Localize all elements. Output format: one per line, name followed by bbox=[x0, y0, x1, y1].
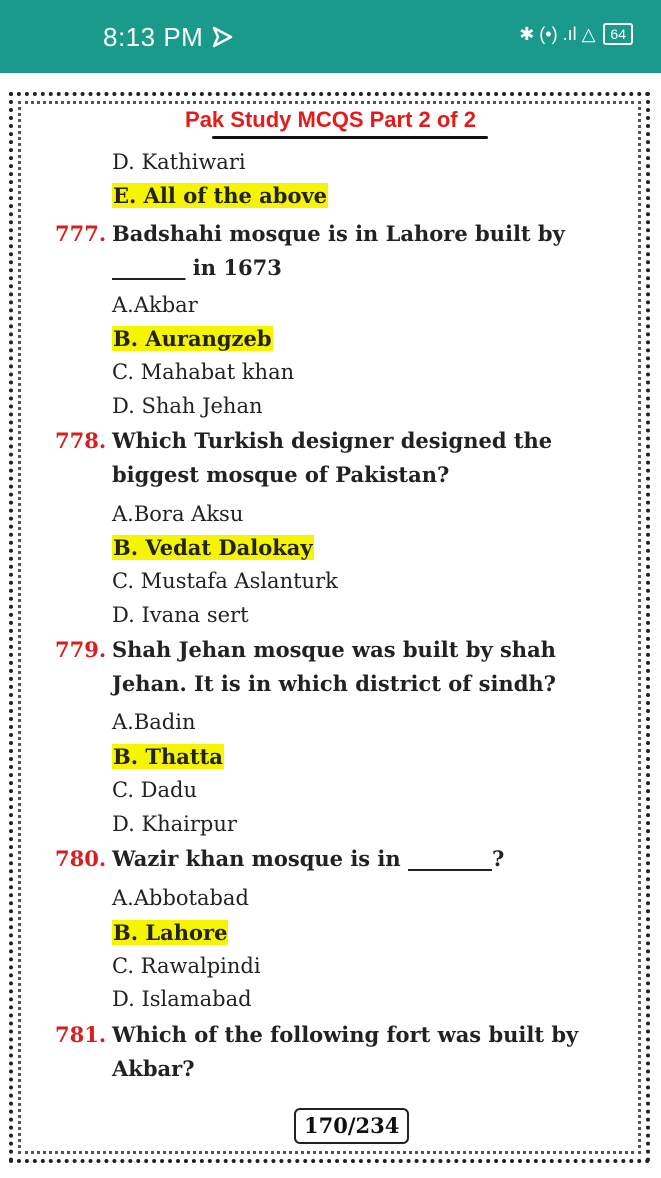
question-text: Badshahi mosque is in Lahore built by _______ in 1673 bbox=[112, 221, 565, 280]
option: D. Shah Jehan bbox=[112, 394, 263, 418]
option: A.Akbar bbox=[112, 293, 198, 317]
question-778 bbox=[55, 424, 630, 487]
question-779 bbox=[55, 633, 630, 696]
battery-icon: 64 bbox=[603, 23, 633, 45]
question-781 bbox=[55, 1018, 630, 1081]
question-text: Wazir khan mosque is in ________? bbox=[112, 846, 505, 871]
option: C. Dadu bbox=[112, 778, 197, 802]
answer-option: B. Lahore bbox=[113, 920, 228, 945]
page-number-indicator: 170/234 bbox=[294, 1108, 409, 1144]
answer-option: B. Vedat Dalokay bbox=[113, 535, 313, 560]
question-number: 780. bbox=[55, 846, 107, 871]
title-underline bbox=[212, 136, 488, 139]
option: A.Abbotabad bbox=[112, 886, 249, 910]
question-text: Which of the following fort was built by Akbar? bbox=[112, 1022, 579, 1081]
question-780 bbox=[55, 842, 630, 876]
option: D. Kathiwari bbox=[112, 150, 246, 174]
document-title: Pak Study MCQS Part 2 of 2 bbox=[185, 107, 476, 132]
system-status-icons: ✱ (•) .ıl △ bbox=[519, 23, 596, 44]
question-text: Shah Jehan mosque was built by shah Jehan. It is in which district of sindh? bbox=[112, 637, 556, 696]
option: D. Ivana sert bbox=[112, 603, 249, 627]
option: C. Rawalpindi bbox=[112, 954, 261, 978]
question-number: 777. bbox=[55, 221, 107, 246]
question-number: 779. bbox=[55, 637, 107, 662]
status-bar bbox=[0, 0, 661, 73]
question-text: Which Turkish designer designed the biggest mosque of Pakistan? bbox=[112, 428, 553, 487]
answer-option: B. Thatta bbox=[113, 744, 223, 769]
status-time: 8:13 PM bbox=[103, 22, 204, 52]
option: C. Mustafa Aslanturk bbox=[112, 569, 338, 593]
answer-option: B. Aurangzeb bbox=[113, 326, 272, 351]
option: D. Khairpur bbox=[112, 812, 237, 836]
question-777 bbox=[55, 217, 630, 280]
document-page[interactable] bbox=[0, 73, 661, 1178]
question-number: 781. bbox=[55, 1022, 107, 1047]
option: D. Islamabad bbox=[112, 987, 252, 1011]
answer-option: E. All of the above bbox=[113, 183, 328, 208]
question-number: 778. bbox=[55, 428, 107, 453]
play-notification-icon bbox=[210, 25, 234, 49]
option: A.Badin bbox=[112, 710, 196, 734]
option: A.Bora Aksu bbox=[112, 502, 244, 526]
option: C. Mahabat khan bbox=[112, 360, 295, 384]
